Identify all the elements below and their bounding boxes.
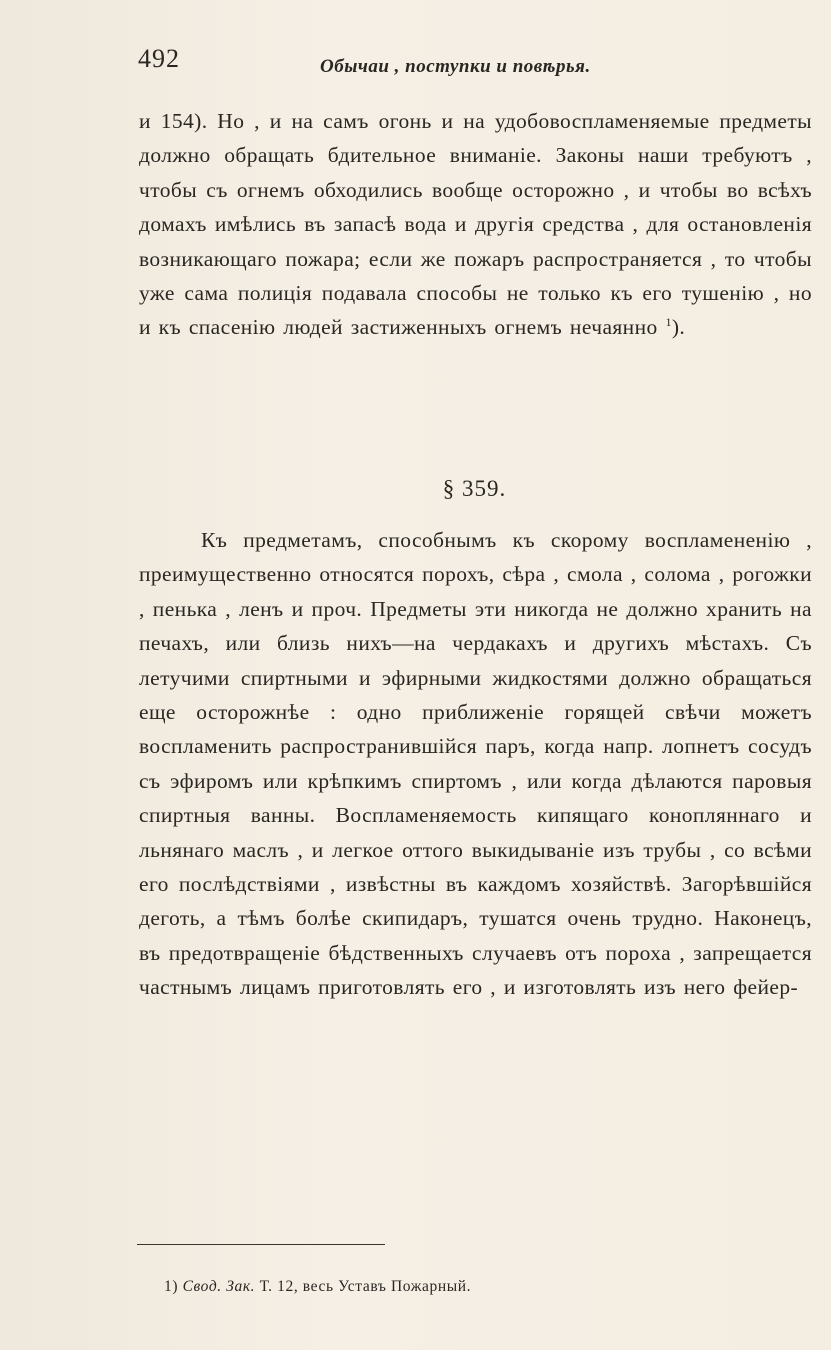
paragraph-1-text: и 154). Но , и на самъ огонь и на удобовоспламеняемые предметы должно обращать бдительное вниманіе. Законы наши требуютъ , чтобы съ огнемъ обходились вообще осторожно , и чтобы во всѣхъ домахъ имѣлись въ запасѣ вода и другія средства , для остановленія возникающаго пожара; если же пожаръ распространяется , то чтобы уже сама полиція подавала способы не только къ его тушенію , но и къ спасенію людей застиженныхъ огнемъ нечаянно bbox=[139, 109, 812, 340]
running-head bbox=[138, 44, 658, 84]
footnote-reference[interactable]: 1 bbox=[665, 315, 672, 330]
footnote-source: Свод. Зак. bbox=[182, 1278, 256, 1295]
footnote bbox=[164, 1278, 471, 1296]
paragraph-2-text: Къ предметамъ, способнымъ къ скорому воспламененію , преимущественно относятся порохъ, сѣра , смола , солома , рогожки , пенька , ленъ и проч. Предметы эти никогда не должно хранить на печахъ, или близь нихъ—на чердакахъ и другихъ мѣстахъ. Съ летучими спиртными и эфирными жидкостями должно обращаться еще осторожнѣе : одно приближеніе горящей свѣчи можетъ воспламенить распространившійся паръ, когда напр. лопнетъ сосудъ съ эфиромъ или крѣпкимъ спиртомъ , или когда дѣлаются паровыя спиртныя ванны. Воспламеняемость кипящаго конопляннаго и льнянаго маслъ , и легкое оттого выкидываніе изъ трубы , со всѣми его послѣдствіями , извѣстны въ каждомъ хозяйствѣ. Загорѣвшійся деготь, а тѣмъ болѣе скипидаръ, тушатся очень трудно. Наконецъ, въ предотвращеніе бѣдственныхъ случаевъ отъ пороха , запрещается частнымъ лицамъ приготовлять его , и изготовлять изъ него фейер- bbox=[139, 528, 812, 1000]
running-title: Обычаи , поступки и повѣрья. bbox=[320, 56, 591, 77]
footnote-marker: 1) bbox=[164, 1278, 179, 1295]
footnote-text: Т. 12, весь Уставъ Пожарный. bbox=[259, 1278, 472, 1295]
page-number: 492 bbox=[138, 44, 180, 73]
section-heading: § 359. bbox=[442, 476, 507, 501]
paragraph-1-end: ). bbox=[671, 315, 686, 340]
paragraph-2 bbox=[139, 523, 812, 1005]
paragraph-1 bbox=[139, 104, 812, 345]
footnote-divider bbox=[137, 1244, 385, 1245]
